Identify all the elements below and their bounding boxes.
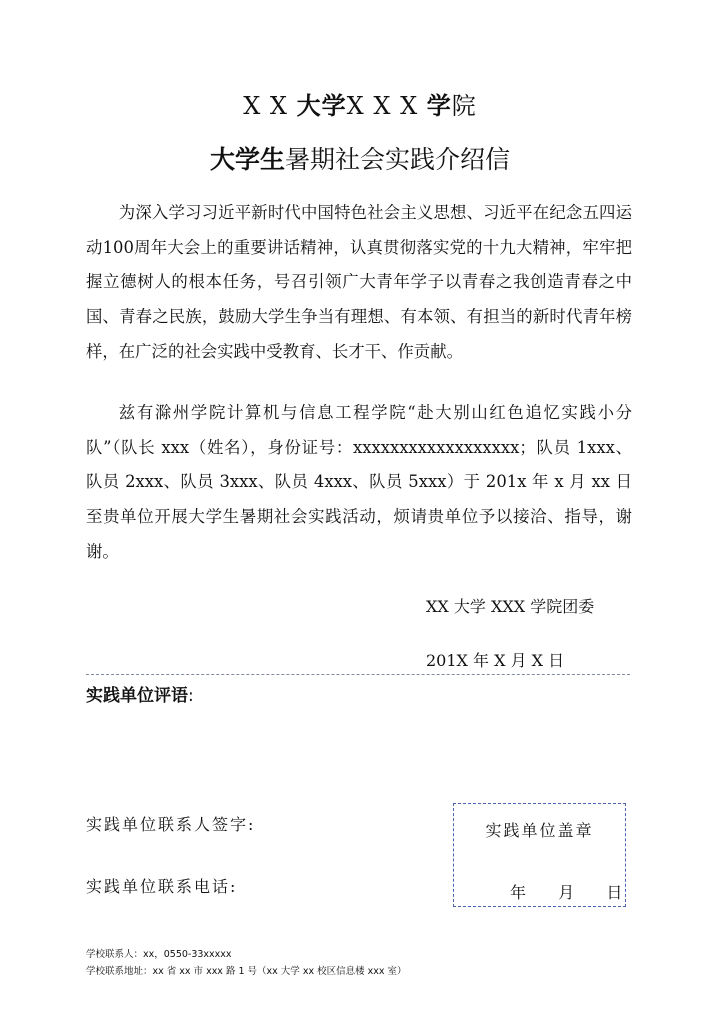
stamp-box <box>453 803 626 907</box>
stamp-day: 日 <box>606 883 623 902</box>
title-part-1: X X <box>243 92 297 120</box>
stamp-month: 月 <box>558 883 575 902</box>
footer-school-address: 学校联系地址：xx 省 xx 市 xxx 路 1 号（xx 大学 xx 校区信息楼 xxx 室） <box>86 966 407 977</box>
letter-paragraph-2: 兹有滁州学院计算机与信息工程学院“赴大别山红色追忆实践小分队”（队长 xxx（姓名），身份证号：xxxxxxxxxxxxxxxxxx；队员 1xxx、队员 2xxx、队员 3xxx、队员 4xxx、队员 5xxx）于 201x 年 x 月 xx 日至贵单位开展大学生暑期社会实践活动，烦请贵单位予以接洽、指导，谢谢。 <box>86 403 632 561</box>
stamp-year: 年 <box>510 883 527 902</box>
subtitle-part-1: 大学生 <box>209 145 285 174</box>
contact-signature-label: 实践单位联系人签字: <box>86 815 256 834</box>
section-divider <box>86 674 630 675</box>
signature-date: 201X 年 X 月 X 日 <box>426 651 565 670</box>
subtitle-part-2: 暑期社会实践介绍信 <box>285 145 511 174</box>
letter-paragraph-1-block <box>86 196 632 370</box>
title-part-4: 学 <box>426 91 452 120</box>
letter-paragraph-1: 为深入学习习近平新时代中国特色社会主义思想、习近平在纪念五四运动100周年大会上的重要讲话精神，认真贯彻落实党的十九大精神，牢牢把握立德树人的根本任务，号召引领广大青年学子以青春之我创造青春之中国、青春之民族，鼓励大学生争当有理想、有本领、有担当的新时代青年榜样，在广泛的社会实践中受教育、长才干、作贡献。 <box>86 203 632 361</box>
signature-organization: XX 大学 XXX 学院团委 <box>426 597 595 616</box>
letter-paragraph-2-block <box>86 396 632 570</box>
title-part-5: 院 <box>451 92 477 120</box>
evaluation-label: 实践单位评语 <box>86 686 188 706</box>
title-part-3: X X X <box>346 92 427 120</box>
evaluation-section-label <box>86 681 194 706</box>
page-subtitle <box>0 140 720 176</box>
footer-school-contact: 学校联系人：xx，0550-33xxxxx <box>86 949 232 960</box>
contact-phone-label: 实践单位联系电话: <box>86 877 238 896</box>
title-part-2: 大学 <box>296 91 347 120</box>
evaluation-label-colon: : <box>188 686 194 706</box>
page-title <box>0 86 720 121</box>
stamp-date <box>510 880 622 903</box>
stamp-label: 实践单位盖章 <box>485 821 594 840</box>
